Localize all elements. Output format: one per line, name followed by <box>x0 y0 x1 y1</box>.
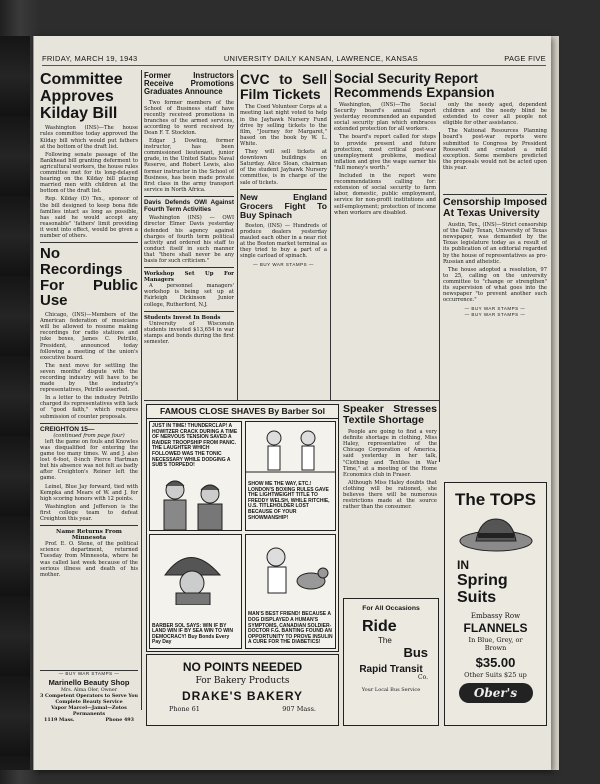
comic-panel-4 <box>245 534 336 649</box>
article-paragraph: Following senate passage of the Bankhead bill granting deferment to agricultural workers, the house rules committee met for its long-delayed hearing on the Kilday bill placing married men with children at the bottom of the draft list. <box>40 151 138 195</box>
ad-title: Marinello Beauty Shop <box>48 678 130 687</box>
article-paragraph: The board's report called for steps to provide present and future protection, most critical post-war unemployment problems, medical inflation and give the wage earner his "full money's worth." <box>334 134 436 171</box>
comic-title: FAMOUS CLOSE SHAVES By Barber Sol <box>147 405 338 419</box>
article-paragraph: Austin, Tex., (INS)—Strict censorship of the Daily Texan, University of Texas newspaper, was demanded by the Texas legislature today as a result of its publication of an editorial regarded by the house of representatives as pro-Russian and atheistic. <box>443 222 547 265</box>
comic-panel-2 <box>245 421 336 531</box>
column-3 <box>240 72 327 402</box>
doctor-dog-illustration <box>246 535 336 595</box>
article-paragraph: only the needy aged, dependent children and the needy blind be extended to cover all people not eligible for other assistance. <box>443 102 547 127</box>
article-paragraph: Boston, (INS) — Hundreds of produce dealers yesterday mauled each other in a near riot at the Boston market terminal as they tried to buy a part of a single carload of spinach. <box>240 222 327 260</box>
article-paragraph: The Coed Volunteer Corps at a meeting last night voted to help in the Jayhawk Nursery Fund drive by selling tickets to the film, "Journey for Margaret," based on the book by W. L. White. <box>240 104 327 147</box>
article-paragraph: In a letter to the industry Petrillo charged its representatives with lack of "good faith," which requires submission of counter proposals. <box>40 395 138 420</box>
ad-footer <box>40 717 138 723</box>
column-censorship <box>443 194 547 466</box>
ad-owner: Mrs. Alma Oler, Owner <box>60 687 118 693</box>
page-header <box>42 54 546 66</box>
article-paragraph: Chicago, (INS)—Members of the American federation of musicians will be allowed to resume making recordings for radio stations and juke boxes, James C. Petrillo, President, announced today following a meeting of the union's executive board. <box>40 312 138 361</box>
column-4b <box>443 102 547 192</box>
buy-war-stamps: — BUY WAR STAMPS — <box>58 671 120 676</box>
ad-marinello <box>40 670 138 734</box>
column-rule <box>439 132 440 462</box>
ad-footer <box>147 702 338 713</box>
ad-phone: Phone 61 <box>169 705 200 714</box>
article-paragraph: Edgar J. Dowling, former instructor, has been commissioned lieutenant, junior grade, in the United States Naval Reserve, and Robert Lewis, also former instructor in the School of Business, has been made private first class in the army transport service in North Africa. <box>144 138 234 193</box>
ad-embassy: Embassy Row <box>470 612 521 621</box>
headline-speaker: Speaker Stresses Textile Shortage <box>343 404 437 427</box>
headline-social-security: Social Security Report Recommends Expansion <box>334 71 495 101</box>
ad-flannels: FLANNELS <box>463 621 528 636</box>
hat-illustration <box>446 511 546 557</box>
headline-censorship: Censorship Imposed At Texas University <box>443 196 547 220</box>
article-paragraph: The house adopted a resolution, 97 to 25, calling on the university committee to "change or strengthen" its supervision of what goes into the newspaper "to prevent another such occurrence." <box>443 266 547 304</box>
headline-cvc: CVC to Sell Film Tickets <box>240 72 327 102</box>
column-rule <box>237 70 238 400</box>
comic-panel-3 <box>149 534 242 649</box>
ad-in: IN <box>457 557 469 572</box>
ad-line: Complete Beauty Service <box>55 698 123 705</box>
headline-spinach: New England Grocers Fight To Buy Spinach <box>240 191 327 220</box>
buy-war-stamps: — BUY WAR STAMPS — <box>253 262 314 268</box>
ad-price: $35.00 <box>475 654 516 670</box>
ad-footer: Your Local Bus Service <box>361 687 421 693</box>
headline-workshop: Workshop Set Up For Managers <box>144 271 234 284</box>
article-paragraph: Included in the report were recommendations calling for: extension of social security to farm labor, domestic, public employment, service for non-profit institutions and self-employment; protection of income when workers are disabled. <box>334 173 436 216</box>
soldiers-illustration <box>150 470 242 530</box>
ad-store-logo: Ober's <box>459 683 533 703</box>
column-rule <box>141 70 142 710</box>
headline-kilday: Committee Approves Kilday Bill <box>40 72 123 122</box>
comic-panel-1 <box>149 421 242 531</box>
buy-war-stamps: — BUY WAR STAMPS — <box>464 306 526 312</box>
comic-famous-close-shaves <box>146 404 339 652</box>
page-edge <box>551 36 559 770</box>
ad-ride: Ride <box>362 617 397 635</box>
article-paragraph: Washington and Jefferson is the first college team to defeat Creighton this year. <box>40 503 138 522</box>
column-1 <box>40 72 138 712</box>
ad-subline: For Bakery Products <box>195 675 290 686</box>
ad-rapid-transit <box>343 598 439 726</box>
newspaper-page <box>33 36 551 770</box>
article-paragraph: Prof. E. O. Stene, of the political science department, returned Tuesday from Minnesota, where he was called last week because of the serious illness and death of his mother. <box>40 541 138 578</box>
article-paragraph: Washington (INS) — OWI director Elmer Davis yesterday defended his agency against charges of fourth term political activity and ordered his staff to conduct itself in such manner that "there shall never be any basis for such criticism." <box>144 215 234 265</box>
article-paragraph: Rep. Kilday (D) Tex., sponsor of the bill designed to keep bona fide families intact as long as possible, has said he would accept any reasonable" 'fathers' limit providing it went into effect, would be given a number of others. <box>40 196 138 239</box>
article-paragraph: University of Wisconsin students invested $13,654 in war stamps and bonds during the first semester. <box>144 320 234 346</box>
ad-colors: In Blue, Grey, or Brown <box>468 635 523 652</box>
continued-note: (continued from page four) <box>53 432 125 439</box>
ad-spring-suits: Spring Suits <box>457 572 508 607</box>
ad-address: 907 Mass. <box>282 705 316 714</box>
column-rule <box>330 70 331 400</box>
ad-co: Co. <box>417 674 428 681</box>
article-paragraph: People are going to find a very definite shortage in clothing, Miss Haley, representative of the Chicago Corporation of America, said yesterday in her talk, "Clothing and Textiles in War Time," at a meeting of the Home Economics club in Fraser. <box>343 429 437 478</box>
headline-students: Students Invest In Bonds <box>144 314 221 321</box>
ad-address: 1119 Mass. <box>44 716 75 723</box>
comic-caption: JUST IN TIME! THUNDERCLAP! A HOWITZER CRACK DURING A TIME OF NERVOUS TENSION SAVED A RAIDER TROOPSHIP FROM PANIC. THE LAUGHTER WHICH FOLLOWED WAS THE TONIC NECESSARY WHILE DODGING A SUB'S TORPEDO! <box>152 423 238 469</box>
article-paragraph: Two former members of the School of Business staff have recently received promotions in branches of the armed services, according to word received by Dean F. T. Stockton. <box>144 99 234 136</box>
headline-creighton: CREIGHTON 15— <box>40 425 95 433</box>
ad-line: 3 Competent Operators to Serve You <box>40 692 138 699</box>
comic-caption: MAN'S BEST FRIEND! BECAUSE A DOG DISPLAYED A HUMAN'S SYMPTOMS, CANADIAN SOLDIER-DOCTOR F.G. BANTING FOUND AN OPPORTUNITY TO PROVE INSULIN A CURE FOR THE DIABETICS! <box>248 611 333 646</box>
article-paragraph: left the game on fouls and Knowles was disqualified for entering the game too many times. W. and J. also lost 6-foot, 8-inch Pierce Hartman but his absence was not felt as badly after Creighton's Reiner left the game. <box>40 438 138 482</box>
article-paragraph: Although Miss Haley doubts that clothing will be rationed, she believes there will be numerous restrictions made at the source rather than the consumer. <box>343 479 437 511</box>
ad-company: Rapid Transit <box>359 663 423 675</box>
header-page-number: PAGE FIVE <box>504 54 546 63</box>
section-rule <box>144 400 440 401</box>
article-paragraph: The National Resources Planning board's post-war reports were submitted to Congress by President Roosevelt and created a mild exception. Some members predicted the proposals would not be acted upon this year. <box>443 128 547 171</box>
ad-bus: Bus <box>403 644 428 660</box>
soldier-helmet-illustration <box>150 535 242 605</box>
headline-minnesota: Name Returns From Minnesota <box>56 529 122 542</box>
ad-obers <box>444 482 547 726</box>
buy-war-stamps: — BUY WAR STAMPS — <box>464 312 526 318</box>
ad-drakes-bakery <box>146 654 339 726</box>
ad-store-name: DRAKE'S BAKERY <box>181 688 304 703</box>
article-paragraph: They will sell tickets at downtown buildings on Saturday. Alice Sloan, chairman of the student Jayhawk Nursery committee, is in charge of the sale of tickets. <box>240 149 327 186</box>
article-paragraph: The next move for settling the seven months' dispute with the recording industry will have to be made by the industry's representatives, Petrillo asserted. <box>40 362 138 394</box>
header-masthead: UNIVERSITY DAILY KANSAN, LAWRENCE, KANSAS <box>223 54 418 63</box>
column-2 <box>144 72 234 402</box>
headline-davis: Davis Defends OWI Against Fourth Term Activities <box>144 198 234 213</box>
article-paragraph: Leinel, Blue Jay forward, tied with Kempka and Mears of W. and J. for high scoring honors with 12 points. <box>40 483 138 502</box>
boxers-illustration <box>246 422 336 482</box>
article-paragraph: A personnel managers' workshop is being set up at Fairleigh Dickinson Junior college, Rutherford, N.J. <box>144 283 234 308</box>
headline-instructors: Former Instructors Receive Promotions Graduates Announce <box>144 72 234 97</box>
comic-caption: BARBER SOL SAYS: WIN IF BY LAND WIN IF BY SEA WIN TO WIN DEMOCRACY! Buy Bonds Every Pay Day <box>152 622 234 646</box>
ad-headline: The TOPS <box>455 490 536 509</box>
ad-line: Vapor Marcel—Jamal—Zotos Permanents <box>51 704 127 717</box>
header-date: FRIDAY, MARCH 19, 1943 <box>42 54 138 63</box>
column-speaker <box>343 404 437 596</box>
ad-tagline-top: For All Occasions <box>362 605 420 612</box>
comic-caption: SHOW ME THE WAY, ETC.! LONDON'S BOXING RULES GAVE THE LIGHTWEIGHT TITLE TO FREDDY WELSH, WHILE RITCHIE, U.S. TITLEHOLDER LOST BECAUSE OF YOUR SHOWMANSHIP! <box>248 481 330 521</box>
binder-spine <box>0 36 30 770</box>
article-paragraph: Washington (INS)—The house rules committee today approved the Kilday bill which would put fathers at the bottom of the draft list. <box>40 125 138 150</box>
ad-the: The <box>378 635 392 645</box>
ad-other-price: Other Suits $25 up <box>464 671 527 680</box>
ad-phone: Phone 493 <box>105 716 134 723</box>
headline-recordings: No Recordings For Public Use <box>40 245 138 310</box>
article-paragraph: Washington, (INS)—The Social Security board's annual report yesterday recommended an expanded social security plan which embraces extended protection for all workers. <box>334 102 436 133</box>
ad-headline: NO POINTS NEEDED <box>182 660 303 674</box>
column-4a <box>334 102 436 402</box>
